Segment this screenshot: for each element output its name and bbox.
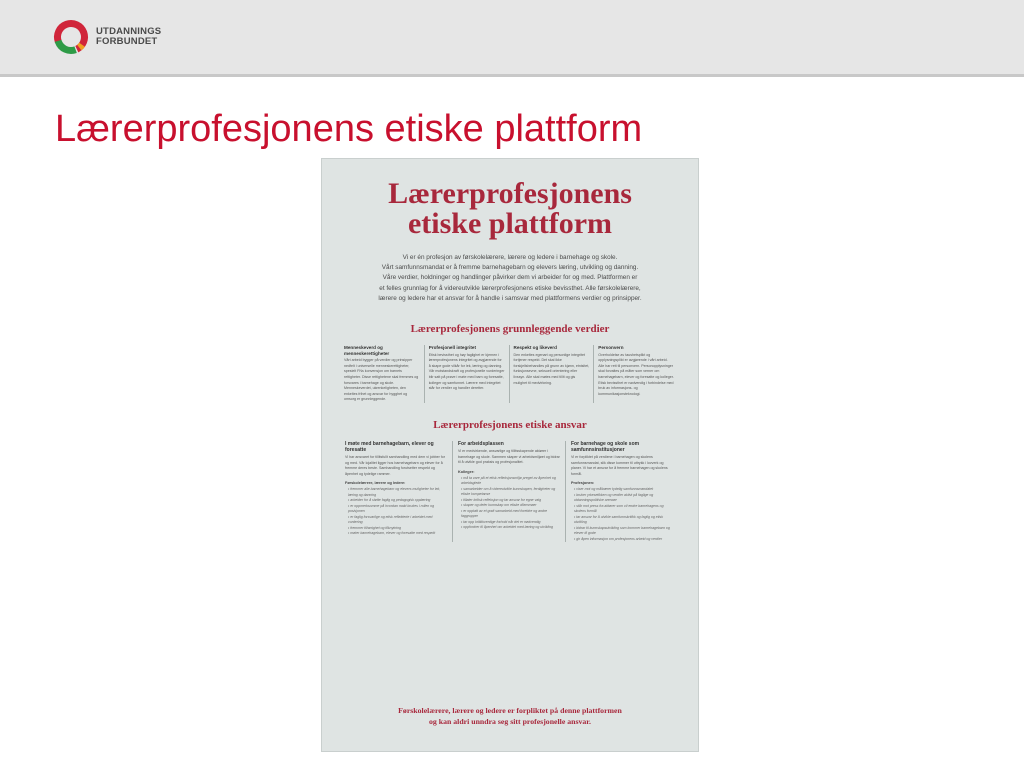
duty-list <box>345 487 447 537</box>
organization-logo <box>52 18 161 56</box>
list-item: • tar ansvar for å utvikle samfunnskritikk og faglig og etisk utvikling <box>571 515 673 526</box>
list-item: • er oppmerksomme på hvordan makt brukes i rollen og posisjonen <box>345 504 447 515</box>
list-item: • møter barnehagebarn, elever og foresatte med respekt <box>345 531 447 537</box>
logo-wordmark <box>96 27 161 47</box>
list-item: • oppfordrer til åpenhet om arbeidet med læring og utvikling <box>458 525 560 531</box>
list-item: • fremmer alle barnehagebarn og elevers muligheter for lek, læring og danning <box>345 487 447 498</box>
poster-footer-line-2: og kan aldri unndra seg sitt profesjonelle ansvar. <box>428 717 592 726</box>
duty-column <box>565 441 678 542</box>
list-item: • tar opp kritikkverdige forhold når det er nødvendig <box>458 520 560 526</box>
list-item: • er opptatt av et godt samarbeid med foreldre og andre faggrupper <box>458 509 560 520</box>
logo-line-2: FORBUNDET <box>96 36 158 47</box>
logo-line-1: UTDANNINGS <box>96 26 162 37</box>
value-heading: Menneskeverd og menneskerettigheter <box>344 345 390 356</box>
value-body: Vårt arbeid bygger på verdier og prinsipper nedfelt i universelle menneskerettigheter, spesielt FNs konvensjon om barnets rettigheter. Disse rettighetene skal fremmes og forsvares i barnehage og skole. Menneskeverdet, ukrenkeligheten, den enkeltes frihet og ansvar for hygghet og omsorg er grunnleggende. <box>344 358 419 402</box>
list-item: • er faglig forsvarlige og etisk reflekterte i arbeidet med vurdering <box>345 515 447 526</box>
value-body: Den enkeltes egenart og personlige integritet fortjener respekt. Det skal ikke forskjellsbehandles på grunn av kjønn, etnisitet, funksjonsevne, seksuell orientering eller livssyn. Alle skal møtes med tillit og gis mulighet til medvirkning. <box>513 352 590 385</box>
values-heading: Lærerprofesjonens grunnleggende verdier <box>410 323 610 336</box>
poster-image <box>321 158 699 752</box>
list-item: • fremmer tilhørighet og tilknytning <box>345 526 447 532</box>
values-columns <box>342 345 678 403</box>
list-item: • bruker yrkesetikken og verdier aktivt på faglige og utdanningspolitiske arenaer <box>571 493 673 504</box>
duty-subheading: Profesjonen: <box>571 481 595 486</box>
duty-heading: I møte med barnehagebarn, elever og foresatte <box>345 440 434 453</box>
value-column <box>593 345 678 403</box>
duty-column <box>452 441 565 542</box>
duty-list <box>458 476 560 531</box>
list-item: • arbeider for å støtte faglig og pedagogisk opplæring <box>345 498 447 504</box>
list-item: • tillater kritisk refleksjon og tar ansvar for egne valg <box>458 498 560 504</box>
slide-title: Lærerprofesjonens etiske plattform <box>55 108 643 150</box>
duties-columns <box>342 441 678 542</box>
duty-subheading: Kolleger: <box>458 469 475 474</box>
list-item: • viser mot og målbærer tydelig samfunnsmandatet <box>571 487 673 493</box>
poster-intro-line: lærere og ledere har et ansvar for å handle i samsvar med plattformens verdier og prinsipper. <box>378 294 642 302</box>
duty-heading: For arbeidsplassen <box>458 440 504 447</box>
duties-heading: Lærerprofesjonens etiske ansvar <box>433 418 587 431</box>
duty-subheading: Førskolelærere, lærere og ledere: <box>345 481 406 486</box>
list-item: • gir åpen informasjon om profesjonens arbeid og verdier <box>571 537 673 543</box>
list-item: • samarbeider om å videreutvikle kunnskapen, ferdigheter og etiske kompetanse <box>458 487 560 498</box>
list-item: • skaper og deler kunnskap om etiske dilemmaer <box>458 503 560 509</box>
poster-title-line-2: etiske plattform <box>407 207 613 240</box>
list-item: • står mot press fra aktører som vil endre barnehagens og skolens formål <box>571 504 673 515</box>
duty-body: Vi har ansvaret for tillitsfullt samhandling med dem vi jobber for og med. Vår lojalitet ligger hos barnehagebarn og elever for å fremme deres beste. Samhandling forutsetter respekt og åpenhet og tydelige rammer. <box>345 454 446 476</box>
poster-intro-line: Våre verdier, holdninger og handlinger påvirker dem vi arbeider for og med. Plattformen er <box>382 274 638 282</box>
value-column <box>509 345 594 403</box>
list-item: • må ta vare på et etisk refleksjonsmiljø preget av åpenhet og arbeidsglede <box>458 476 560 487</box>
duty-column <box>342 441 452 542</box>
poster-footer-line-1: Førskolelærere, lærere og ledere er forpliktet på denne plattformen <box>398 706 622 715</box>
value-body: Overholdelse av taushetsplikt og opplysningsplikt er avgjørende i vårt arbeid. Alle har rett til personvern. Personopplysninger skal forvaltes på måter som verner om barnehagebarn, elever og foresatte og kolleger. Etisk bevissthet er nødvendig i forbindelse med bruk av informasjons- og kommunikasjonsteknologi. <box>598 352 674 396</box>
list-item: • bidrar til kunnskapsutvikling som kommer barnehagebarn og elever til gode <box>571 526 673 537</box>
poster-title-line-1: Lærerprofesjonens <box>388 177 632 210</box>
duty-body: Vi er forpliktet på verdiene i barnehagen og skolens samfunnsmandat, slik disse kommer til uttrykk i lovverk og planer. Vi har et ansvar for å fremme barnehagen og skolens formål. <box>571 454 668 476</box>
duty-list <box>571 487 673 542</box>
poster-title <box>322 179 698 239</box>
poster-intro <box>342 253 678 304</box>
header-bar <box>0 0 1024 77</box>
poster-footer <box>322 705 698 727</box>
duty-heading: For barnehage og skole som samfunnsinstitusjoner <box>571 440 640 453</box>
poster-intro-line: Vi er én profesjon av førskolelærere, lærere og ledere i barnehage og skole. <box>402 254 618 261</box>
poster-intro-line: et felles grunnlag for å videreutvikle lærerprofesjonens etiske bevissthet. Alle førskolelærere, <box>379 284 641 292</box>
value-body: Etisk bevissthet og høy faglighet er kjernen i lærerprofesjonens integritet og avgjørende for å skape gode vilkår for lek, læring og danning. Vår motstandskraft og profesjonelle vurderinger blir satt på prøve i møte med barn og foresatte, kolleger og samfunnet. Lærere med integritet står for verdier og handler deretter. <box>428 352 505 391</box>
value-heading: Profesjonell integritet <box>428 345 476 351</box>
value-column <box>342 345 424 403</box>
duty-body: Vi er medvirkende, ansvarlige og tillitsskapende aktører i barnehage og skole. Sammen skaper vi arbeidsmiljøet og bidrar til å utvikle god praksis og profesjonalitet. <box>458 448 560 465</box>
value-column <box>424 345 509 403</box>
utdanningsforbundet-ring-logo-icon <box>52 18 90 56</box>
value-heading: Personvern <box>598 345 624 351</box>
poster-intro-line: Vårt samfunnsmandat er å fremme barnehagebarn og elevers læring, utvikling og danning. <box>381 264 639 272</box>
value-heading: Respekt og likeverd <box>513 345 557 351</box>
